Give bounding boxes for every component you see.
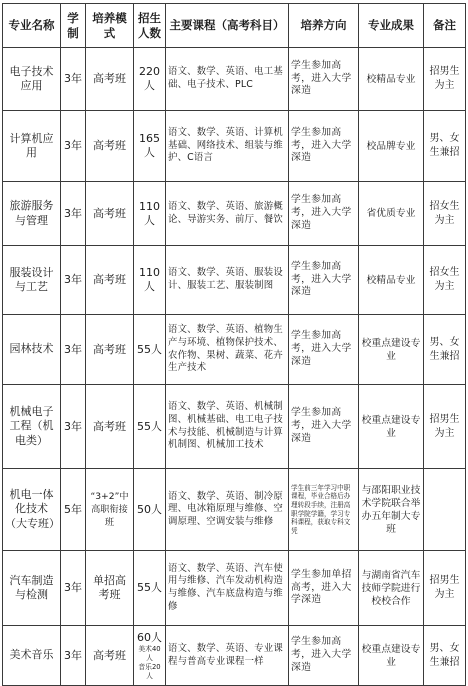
table-row [3,111,466,182]
enrollment-count: 55人 [134,551,166,626]
main-courses: 语文、数学、英语、制冷原理、电冰箱原理与维修、空调原理、空调安装与维修 [166,469,289,551]
main-courses: 语文、数学、英语、专业课程与普高专业课程一样 [166,626,289,686]
training-direction: 学生前三年学习中职课程，毕业合格后办理转段手续，注册高职学院学籍，学习专科课程，获取专科文凭 [289,469,359,551]
note: 招男生为主 [424,385,466,469]
enrollment-count: 220人 [134,48,166,111]
major-name: 电子技术应用 [3,48,61,111]
training-mode: 高考班 [86,315,134,385]
training-direction: 学生参加高考，进入大学深造 [289,626,359,686]
enrollment-count: 50人 [134,469,166,551]
note: 招男生为主 [424,48,466,111]
study-years: 3年 [61,48,86,111]
major-result: 省优质专业 [359,182,424,246]
table-row [3,315,466,385]
training-direction: 学生参加高考，进入大学深造 [289,315,359,385]
major-name: 服装设计与工艺 [3,246,61,315]
header-enroll: 招生人数 [134,4,166,48]
training-mode: “3+2”中高职衔接班 [86,469,134,551]
study-years: 3年 [61,182,86,246]
enrollment-count: 55人 [134,385,166,469]
major-result: 校精品专业 [359,48,424,111]
header-row [3,4,466,48]
major-result: 校重点建设专业 [359,626,424,686]
study-years: 3年 [61,626,86,686]
note: 招女生为主 [424,246,466,315]
study-years: 3年 [61,246,86,315]
header-major: 专业名称 [3,4,61,48]
table-row [3,182,466,246]
note: 招女生为主 [424,182,466,246]
header-notes: 备注 [424,4,466,48]
enrollment-count: 60人 [137,631,162,644]
note [424,469,466,551]
enrollment-count-cell [134,626,166,686]
training-mode: 高考班 [86,182,134,246]
training-direction: 学生参加高考，进入大学深造 [289,246,359,315]
header-results: 专业成果 [359,4,424,48]
training-direction: 学生参加单招高考，进入大学深造 [289,551,359,626]
major-name: 汽车制造与检测 [3,551,61,626]
enrollment-table [2,3,466,686]
major-result: 校品牌专业 [359,111,424,182]
major-result: 校重点建设专业 [359,315,424,385]
table-row [3,385,466,469]
training-mode: 高考班 [86,48,134,111]
major-name: 旅游服务与管理 [3,182,61,246]
enrollment-count: 165人 [134,111,166,182]
major-name: 美术音乐 [3,626,61,686]
training-mode: 高考班 [86,246,134,315]
study-years: 3年 [61,111,86,182]
training-direction: 学生参加高考，进入大学深造 [289,111,359,182]
table-row [3,469,466,551]
major-name: 计算机应用 [3,111,61,182]
main-courses: 语文、数学、英语、汽车使用与维修、汽车发动机构造与维修、汽车底盘构造与维修 [166,551,289,626]
header-courses: 主要课程（高考科目） [166,4,289,48]
note: 男、女生兼招 [424,315,466,385]
header-direction: 培养方向 [289,4,359,48]
enrollment-count: 55人 [134,315,166,385]
study-years: 3年 [61,385,86,469]
header-years: 学制 [61,4,86,48]
enrollment-count: 110人 [134,182,166,246]
table-row [3,246,466,315]
note: 男、女生兼招 [424,626,466,686]
table-row [3,551,466,626]
training-direction: 学生参加高考，进入大学深造 [289,182,359,246]
table-row [3,626,466,686]
main-courses: 语文、数学、英语、计算机基础、网络技术、组装与维护、C语言 [166,111,289,182]
training-mode: 单招高考班 [86,551,134,626]
training-mode: 高考班 [86,111,134,182]
major-result: 与邵阳职业技术学院联合举办五年制大专班 [359,469,424,551]
enrollment-detail-art: 美术40人 [138,645,161,662]
enrollment-detail-music: 音乐20人 [138,663,161,680]
training-mode: 高考班 [86,385,134,469]
header-mode: 培养模式 [86,4,134,48]
major-name: 园林技术 [3,315,61,385]
note: 招男生为主 [424,551,466,626]
table-row [3,48,466,111]
main-courses: 语文、数学、英语、植物生产与环境、植物保护技术、农作物、果树、蔬菜、花卉生产技术 [166,315,289,385]
note: 男、女生兼招 [424,111,466,182]
major-name: 机电一体化技术（大专班） [3,469,61,551]
major-result: 校精品专业 [359,246,424,315]
main-courses: 语文、数学、英语、旅游概论、导游实务、前厅、餐饮 [166,182,289,246]
major-result: 与湖南省汽车技师学院进行校校合作 [359,551,424,626]
enrollment-count: 110人 [134,246,166,315]
training-direction: 学生参加高考，进入大学深造 [289,385,359,469]
major-name: 机械电子工程（机电类） [3,385,61,469]
study-years: 5年 [61,469,86,551]
training-mode: 高考班 [86,626,134,686]
main-courses: 语文、数学、英语、服装设计、服装工艺、服装制图 [166,246,289,315]
training-direction: 学生参加高考，进入大学深造 [289,48,359,111]
main-courses: 语文、数学、英语、电工基础、电子技术、PLC [166,48,289,111]
study-years: 3年 [61,551,86,626]
main-courses: 语文、数学、英语、机械制图、机械基础、电工电子技术与技能、机械制造与计算机制图、机械加工技术 [166,385,289,469]
major-result: 校重点建设专业 [359,385,424,469]
study-years: 3年 [61,315,86,385]
